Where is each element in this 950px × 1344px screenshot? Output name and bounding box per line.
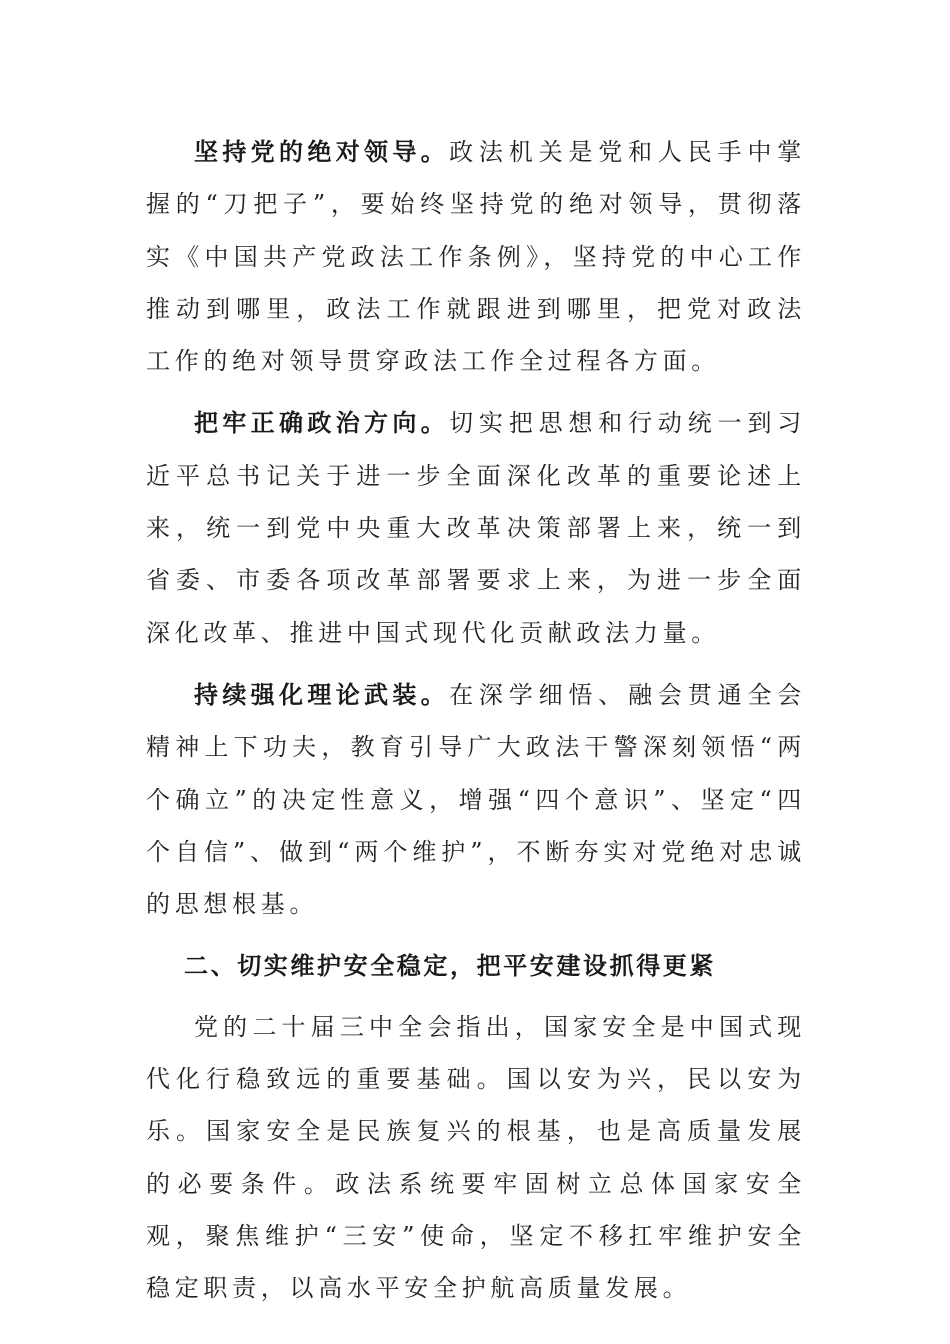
paragraph-lead: 把牢正确政治方向。 [194, 409, 450, 438]
paragraph-text: 政法机关是党和人民手中掌握的“刀把子”，要始终坚持党的绝对领导，贯彻落实《中国共产党政法工作条例》，坚持党的中心工作推动到哪里，政法工作就跟进到哪里，把党对政法工作的绝对领导贯穿政法工作全过程各方面。 [146, 138, 806, 376]
paragraph-theory-study [146, 669, 806, 930]
paragraph-national-security: 党的二十届三中全会指出，国家安全是中国式现代化行稳致远的重要基础。国以安为兴，民以安为乐。国家安全是民族复兴的根基，也是高质量发展的必要条件。政法系统要牢固树立总体国家安全观，聚焦维护“三安”使命，坚定不移扛牢维护安全稳定职责，以高水平安全护航高质量发展。 [146, 1012, 806, 1303]
document-body [146, 126, 806, 1325]
section-heading: 二、切实维护安全稳定，把平安建设抓得更紧 [184, 952, 716, 981]
paragraph-lead: 持续强化理论武装。 [194, 680, 450, 709]
paragraph-political-direction [146, 397, 806, 658]
paragraph-party-leadership [146, 126, 806, 387]
paragraph-text: 在深学细悟、融会贯通全会精神上下功夫，教育引导广大政法干警深刻领悟“两个确立”的决定性意义，增强“四个意识”、坚定“四个自信”、做到“两个维护”，不断夯实对党绝对忠诚的思想根基。 [146, 680, 806, 919]
paragraph-lead: 坚持党的绝对领导。 [194, 138, 450, 166]
paragraph-text: 切实把思想和行动统一到习近平总书记关于进一步全面深化改革的重要论述上来，统一到党中央重大改革决策部署上来，统一到省委、市委各项改革部署要求上来，为进一步全面深化改革、推进中国式现代化贡献政法力量。 [146, 409, 806, 647]
